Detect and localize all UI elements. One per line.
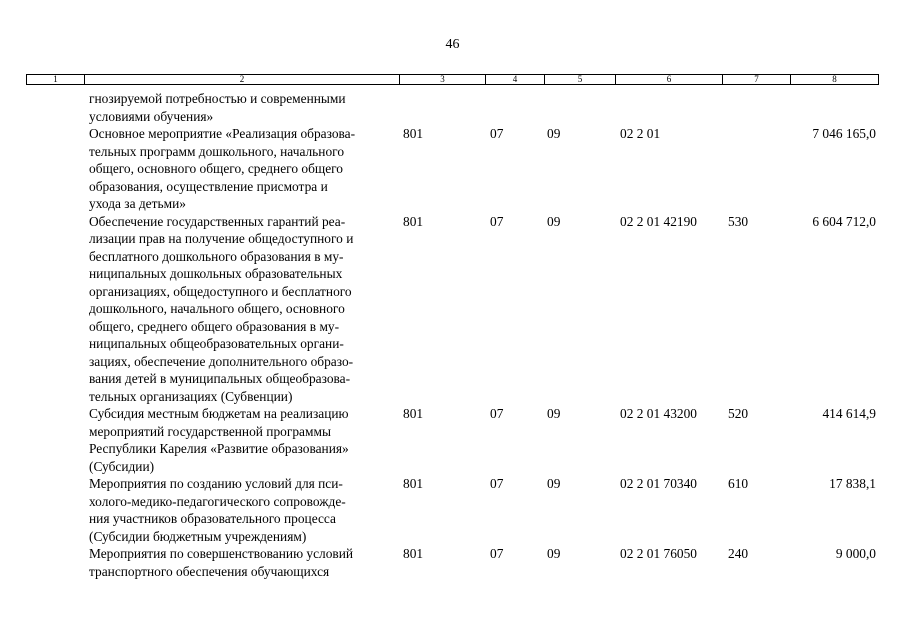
row-name: [89, 213, 399, 406]
cell-expense-type: 610: [728, 476, 749, 491]
column-header-2: 2: [84, 75, 399, 84]
text-line: Обеспечение государственных гарантий реа-: [89, 213, 346, 229]
text-line: Мероприятия по совершенствованию условий: [89, 546, 354, 561]
cell-section: 07: [490, 476, 504, 491]
cell-expense-type: 520: [728, 406, 749, 421]
text-line: Республики Карелия «Развитие образования»: [89, 441, 349, 456]
cell-ministry-code: 801: [403, 126, 424, 141]
cell-target-article: 02 2 01 43200: [620, 406, 697, 421]
table-row: [0, 405, 905, 475]
cell-ministry-code: 801: [403, 213, 424, 229]
cell-target-article: 02 2 01: [620, 126, 661, 141]
text-line: условиями обучения»: [89, 108, 214, 124]
text-line: тельных организациях (Субвенции): [89, 388, 293, 404]
text-line: образования, осуществление присмотра и: [89, 178, 328, 194]
text-line: бесплатного дошкольного образования в му-: [89, 248, 344, 264]
cell-expense-type: 240: [728, 546, 749, 561]
row-name: [89, 125, 399, 213]
column-header-8: 8: [790, 75, 879, 84]
text-line: (Субсидии): [89, 458, 155, 474]
column-header-7: 7: [722, 75, 790, 84]
text-line: гнозируемой потребностью и современными: [89, 91, 346, 106]
text-line: вания детей в муниципальных общеобразова-: [89, 371, 351, 386]
cell-amount: 9 000,0: [835, 546, 876, 561]
text-line: ниципальных дошкольных образовательных: [89, 266, 343, 281]
text-line: дошкольного, начального общего, основного: [89, 301, 345, 316]
column-header-6: 6: [615, 75, 722, 84]
text-line: Мероприятия по созданию условий для пси-: [89, 476, 343, 491]
column-header-3: 3: [399, 75, 485, 84]
cell-expense-type: 530: [728, 213, 749, 229]
continuation-text: [89, 90, 399, 125]
cell-section: 07: [490, 406, 504, 421]
cell-subsection: 09: [547, 406, 561, 421]
cell-subsection: 09: [547, 476, 561, 491]
table-row: [0, 125, 905, 213]
text-line: ухода за детьми»: [89, 196, 186, 211]
table-row: [0, 213, 905, 406]
cell-target-article: 02 2 01 42190: [620, 213, 697, 229]
row-name: [89, 405, 399, 475]
cell-target-article: 02 2 01 70340: [620, 476, 697, 491]
table-row: [0, 475, 905, 545]
row-name: [89, 545, 399, 580]
cell-section: 07: [490, 546, 504, 561]
column-header-1: 1: [26, 75, 84, 84]
cell-ministry-code: 801: [403, 406, 424, 421]
cell-ministry-code: 801: [403, 546, 424, 561]
text-line: Субсидия местным бюджетам на реализацию: [89, 406, 349, 421]
text-line: тельных программ дошкольного, начального: [89, 143, 345, 159]
text-line: мероприятий государственной программы: [89, 423, 331, 439]
text-line: ниципальных общеобразовательных органи-: [89, 336, 344, 351]
cell-amount: 414 614,9: [822, 406, 876, 421]
cell-target-article: 02 2 01 76050: [620, 546, 697, 561]
table-row: [0, 545, 905, 580]
column-header-5: 5: [544, 75, 615, 84]
page-number: 46: [445, 37, 460, 52]
text-line: холого-медико-педагогического сопровожде-: [89, 493, 346, 509]
text-line: ния участников образовательного процесса: [89, 511, 336, 526]
text-line: транспортного обеспечения обучающихся: [89, 563, 330, 579]
column-header-row: [26, 74, 879, 85]
text-line: общего, основного общего, среднего общего: [89, 161, 343, 176]
text-line: (Субсидии бюджетным учреждениям): [89, 528, 307, 544]
text-line: организациях, общедоступного и бесплатного: [89, 283, 352, 299]
column-header-4: 4: [485, 75, 544, 84]
cell-section: 07: [490, 213, 504, 229]
row-name: [89, 475, 399, 545]
cell-ministry-code: 801: [403, 476, 424, 491]
cell-subsection: 09: [547, 213, 561, 229]
cell-section: 07: [490, 126, 504, 141]
cell-subsection: 09: [547, 546, 561, 561]
cell-amount: 17 838,1: [829, 476, 876, 491]
cell-amount: 7 046 165,0: [812, 126, 876, 141]
cell-subsection: 09: [547, 126, 561, 141]
text-line: лизации прав на получение общедоступного и: [89, 231, 354, 246]
table-body: [0, 90, 905, 580]
text-line: зациях, обеспечение дополнительного образо-: [89, 353, 354, 369]
text-line: Основное мероприятие «Реализация образова-: [89, 126, 356, 141]
cell-amount: 6 604 712,0: [812, 213, 876, 229]
text-line: общего, среднего общего образования в му-: [89, 318, 340, 334]
continuation-row: [0, 90, 905, 125]
